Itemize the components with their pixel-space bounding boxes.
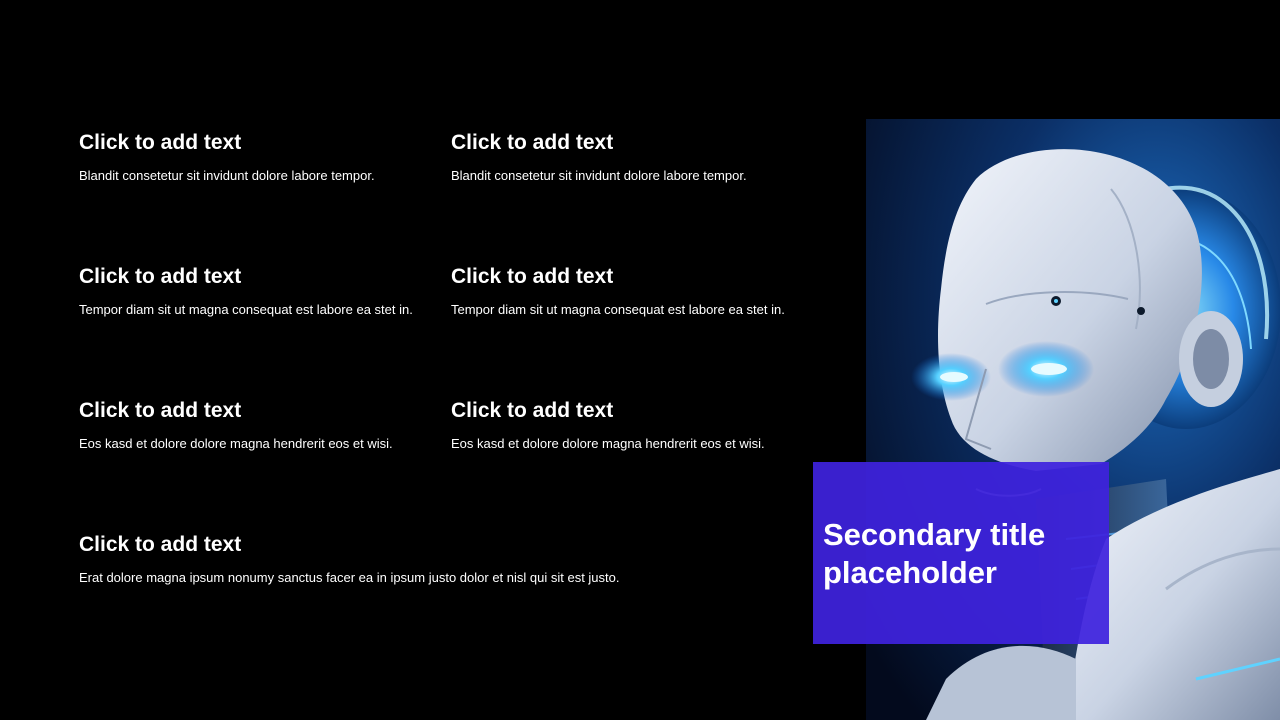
text-block-7[interactable]: [79, 532, 699, 587]
secondary-title[interactable]: Secondary title placeholder: [823, 517, 1046, 590]
block-body[interactable]: Tempor diam sit ut magna consequat est labore ea stet in.: [79, 302, 413, 317]
block-body[interactable]: Eos kasd et dolore dolore magna hendrerit eos et wisi.: [79, 436, 393, 451]
text-block-5[interactable]: [79, 398, 414, 453]
block-heading[interactable]: Click to add text: [451, 399, 614, 422]
block-body[interactable]: Erat dolore magna ipsum nonumy sanctus facer ea in ipsum justo dolor et nisl qui sit est justo.: [79, 570, 620, 585]
block-heading[interactable]: Click to add text: [79, 265, 242, 288]
text-block-1[interactable]: [79, 130, 414, 185]
text-block-6[interactable]: [451, 398, 786, 453]
block-heading[interactable]: Click to add text: [451, 131, 614, 154]
text-block-2[interactable]: [451, 130, 786, 185]
text-block-4[interactable]: [451, 264, 786, 319]
block-heading[interactable]: Click to add text: [451, 265, 614, 288]
block-body[interactable]: Blandit consetetur sit invidunt dolore labore tempor.: [451, 168, 747, 183]
block-body[interactable]: Eos kasd et dolore dolore magna hendrerit eos et wisi.: [451, 436, 765, 451]
block-heading[interactable]: Click to add text: [79, 533, 242, 556]
block-body[interactable]: Tempor diam sit ut magna consequat est labore ea stet in.: [451, 302, 785, 317]
block-heading[interactable]: Click to add text: [79, 399, 242, 422]
text-block-3[interactable]: [79, 264, 414, 319]
block-body[interactable]: Blandit consetetur sit invidunt dolore labore tempor.: [79, 168, 375, 183]
secondary-title-box[interactable]: [813, 462, 1109, 644]
block-heading[interactable]: Click to add text: [79, 131, 242, 154]
